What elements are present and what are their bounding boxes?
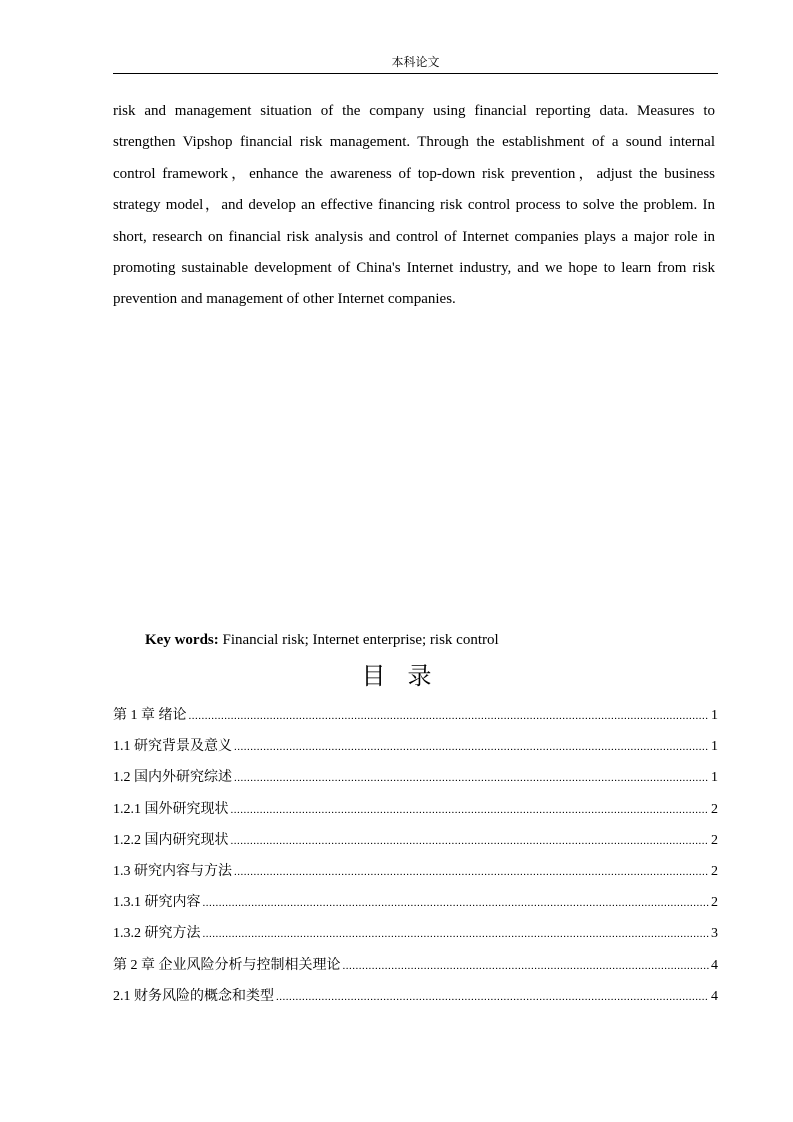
header-divider xyxy=(113,73,718,74)
toc-entry-page: 1 xyxy=(711,739,718,755)
toc-leader-dots xyxy=(189,701,710,732)
toc-entry-page: 4 xyxy=(711,957,718,973)
toc-leader-dots xyxy=(231,795,710,826)
toc-entry[interactable] xyxy=(113,887,718,918)
toc-entry-page: 2 xyxy=(711,863,718,879)
toc-entry-label: 1.3.1 研究内容 xyxy=(113,895,201,911)
toc-entry-label: 1.3.2 研究方法 xyxy=(113,926,201,942)
toc-entry[interactable] xyxy=(113,762,718,793)
toc-entry[interactable] xyxy=(113,950,718,981)
toc-entry[interactable] xyxy=(113,731,718,762)
page-header: 本科论文 xyxy=(391,55,440,69)
toc-entry[interactable] xyxy=(113,825,718,856)
toc-entry-label: 第 2 章 企业风险分析与控制相关理论 xyxy=(113,957,341,973)
keywords-label: Key words: xyxy=(145,632,219,648)
toc-entry-label: 2.1 财务风险的概念和类型 xyxy=(113,988,274,1004)
toc-leader-dots xyxy=(203,919,710,950)
toc-entry[interactable] xyxy=(113,700,718,731)
toc-entry[interactable] xyxy=(113,918,718,949)
toc-leader-dots xyxy=(234,857,709,888)
toc-title: 目录 xyxy=(361,664,454,690)
toc-entry[interactable] xyxy=(113,981,718,1012)
toc-leader-dots xyxy=(343,951,710,982)
keywords-line xyxy=(145,630,499,650)
toc-entry-page: 2 xyxy=(711,832,718,848)
toc-leader-dots xyxy=(234,763,709,794)
toc-entry-page: 2 xyxy=(711,801,718,817)
toc-leader-dots xyxy=(234,732,709,763)
toc-entry-page: 3 xyxy=(711,926,718,942)
toc-entry-page: 2 xyxy=(711,895,718,911)
toc-entry-label: 第 1 章 绪论 xyxy=(113,708,187,723)
toc-entry[interactable] xyxy=(113,856,718,887)
toc-entry[interactable] xyxy=(113,794,718,825)
toc-entry-label: 1.2.2 国内研究现状 xyxy=(113,832,229,848)
toc-entry-label: 1.2.1 国外研究现状 xyxy=(113,801,229,817)
toc-leader-dots xyxy=(276,982,709,1013)
toc-entry-page: 4 xyxy=(711,988,718,1004)
toc-entry-label: 1.3 研究内容与方法 xyxy=(113,863,232,879)
abstract-paragraph: risk and management situation of the company using financial reporting data. Measures to strengthen Vipshop financial risk management. Through the establishment of a sound internal control framework，enhance the awareness of top-down risk prevention，adjust the business strategy model，and develop an effective financing risk control process to solve the problem. In short, research on financial risk analysis and control of Internet companies plays a major role in promoting sustainable development of China's Internet industry, and we hope to learn from risk prevention and management of other Internet companies. xyxy=(113,103,715,308)
table-of-contents xyxy=(113,700,718,1012)
toc-entry-label: 1.2 国内外研究综述 xyxy=(113,770,232,786)
keywords-value: Financial risk; Internet enterprise; risk control xyxy=(218,632,499,648)
toc-entry-page: 1 xyxy=(711,708,718,723)
toc-leader-dots xyxy=(203,888,710,919)
toc-entry-label: 1.1 研究背景及意义 xyxy=(113,739,232,755)
toc-entry-page: 1 xyxy=(711,770,718,786)
toc-leader-dots xyxy=(231,826,710,857)
